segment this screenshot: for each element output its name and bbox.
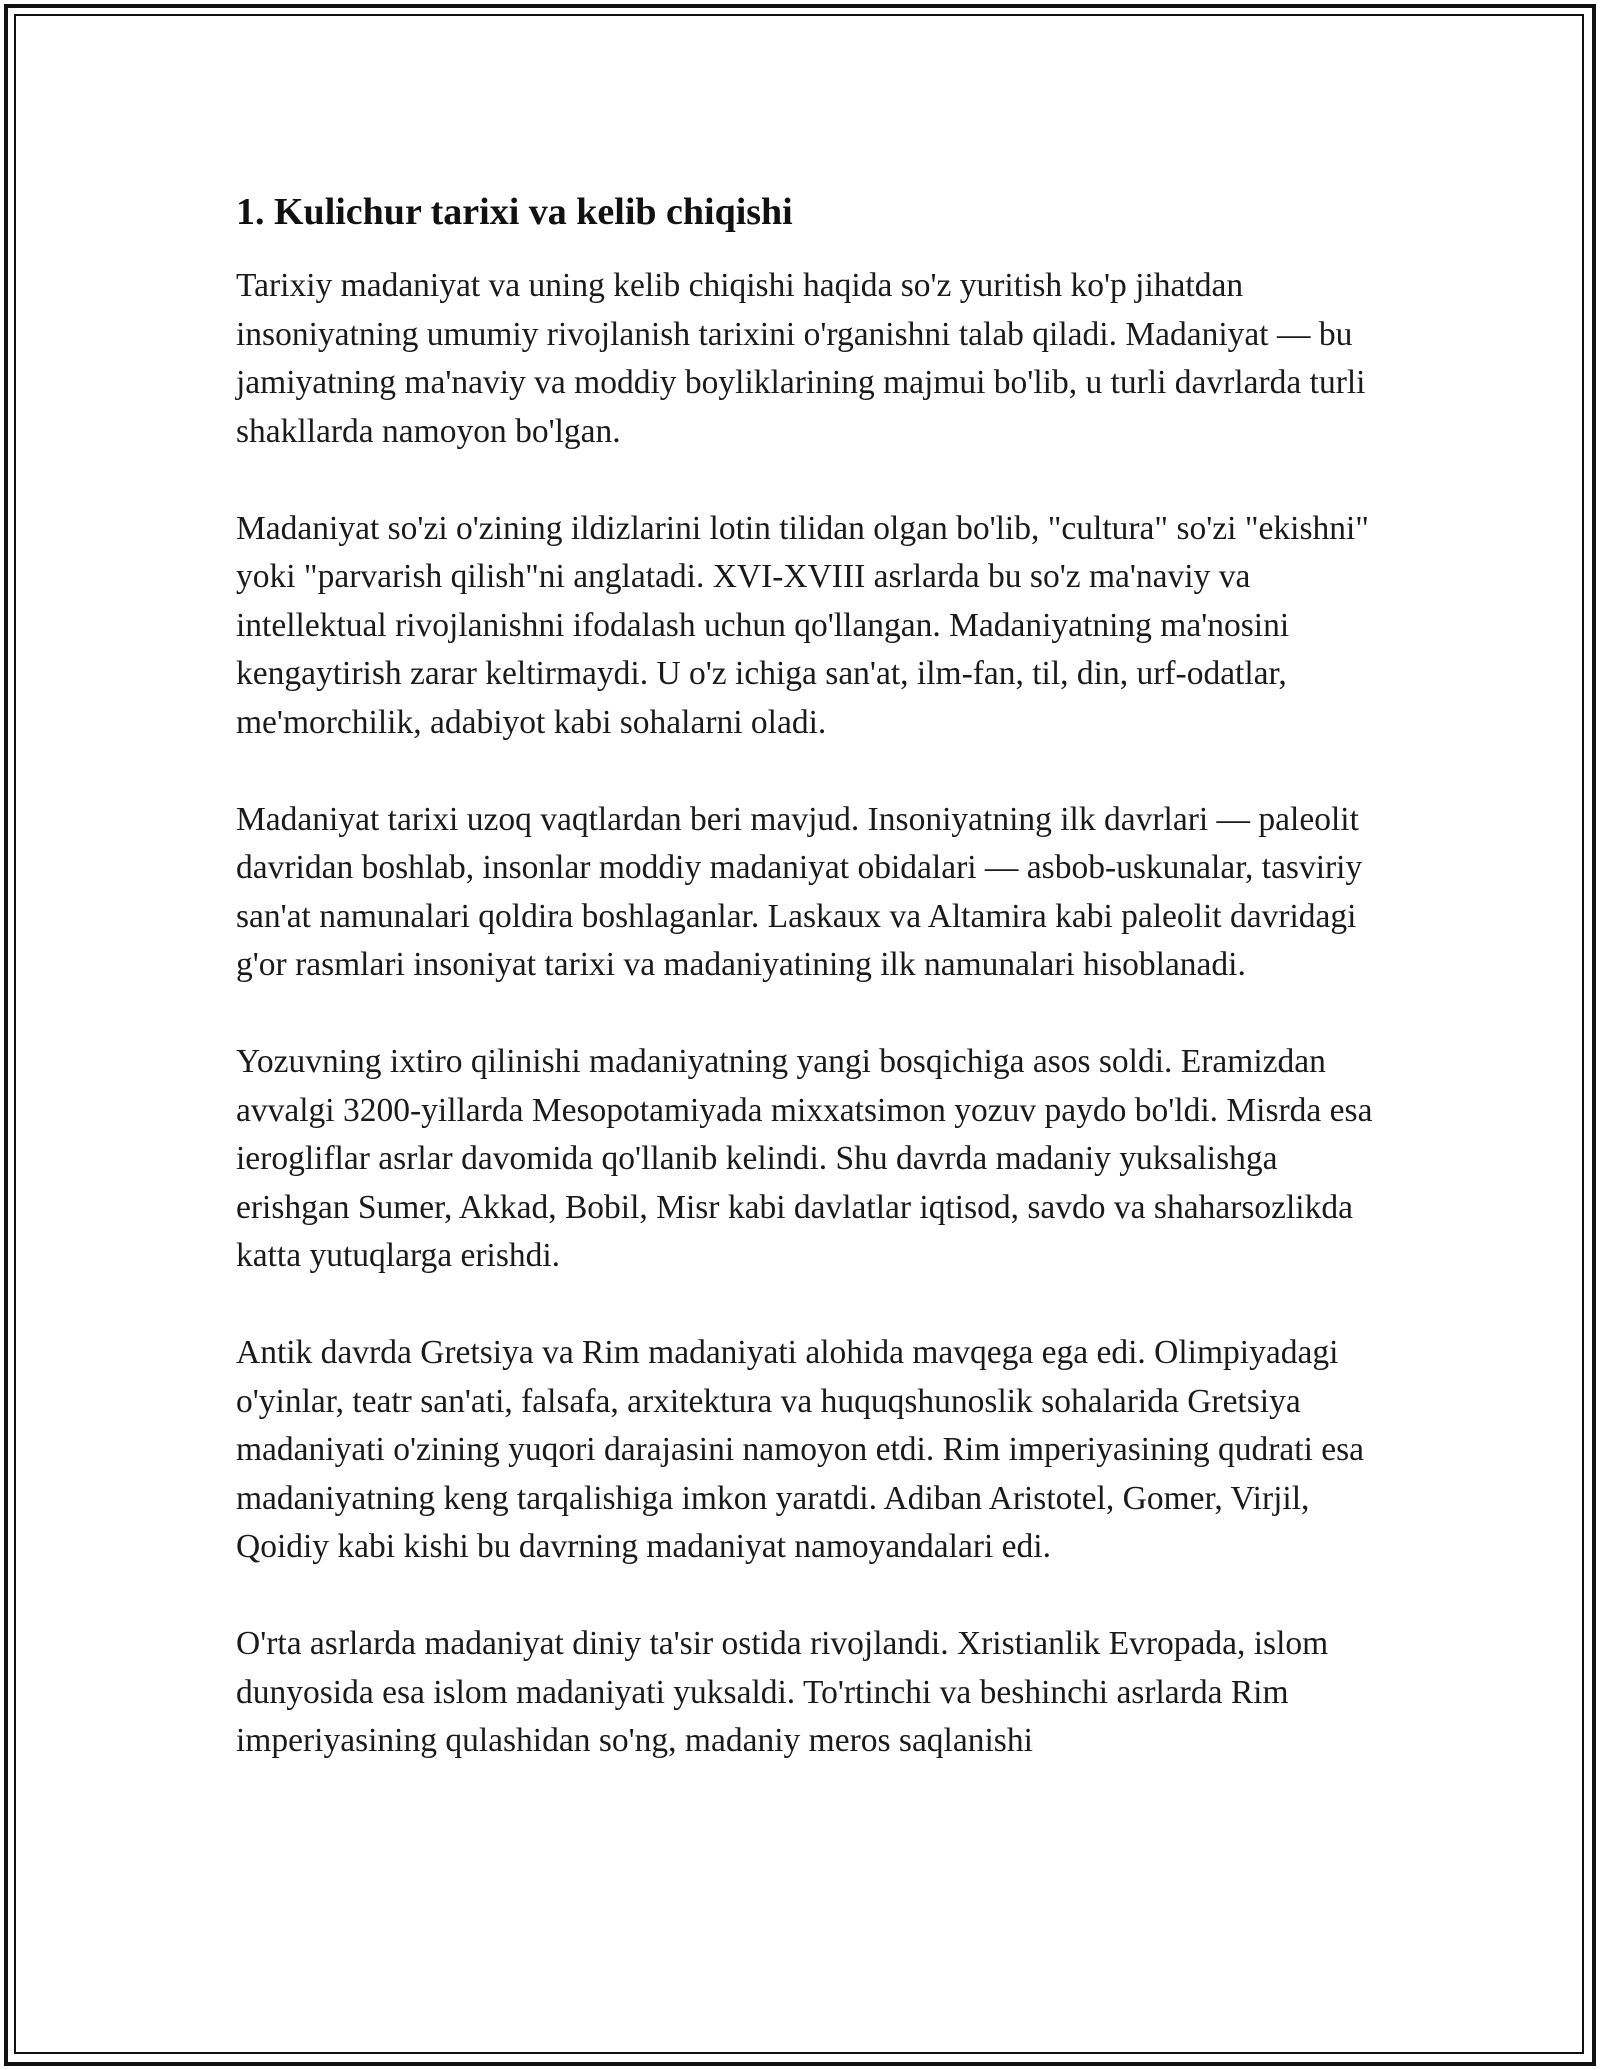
paragraph-3: Madaniyat tarixi uzoq vaqtlardan beri mavjud. Insoniyatning ilk davrlari — paleolit davridan boshlab, insonlar moddiy madaniyat obidalari — asbob-uskunalar, tasviriy san'at namunalari qoldira boshlaganlar. Laskaux va Altamira kabi paleolit davridagi g'or rasmlari insoniyat tarixi va madaniyatining ilk namunalari hisoblanadi. [236,800,1363,983]
paragraph-6: O'rta asrlarda madaniyat diniy ta'sir ostida rivojlandi. Xristianlik Evropada, islom dunyosida esa islom madaniyati yuksaldi. To'rtinchi va beshinchi asrlarda Rim imperiyasining qulashidan so'ng, madaniy meros saqlanishi [236,1625,1329,1759]
section-heading: 1. Kulichur tarixi va kelib chiqishi [236,191,793,233]
document-page [236,188,1386,1766]
paragraph-2: Madaniyat so'zi o'zining ildizlarini lotin tilidan olgan bo'lib, "cultura" so'zi "ekishni" yoki "parvarish qilish"ni anglatadi. XVI-XVIII asrlarda bu so'z ma'naviy va intellektual rivojlanishni ifodalash uchun qo'llangan. Madaniyatning ma'nosini kengaytirish zarar keltirmaydi. U o'z ichiga san'at, ilm-fan, til, din, urf-odatlar, me'morchilik, adabiyot kabi sohalarni oladi. [236,509,1369,741]
paragraph-1: Tarixiy madaniyat va uning kelib chiqishi haqida so'z yuritish ko'p jihatdan insoniyatning umumiy rivojlanish tarixini o'rganishni talab qiladi. Madaniyat — bu jamiyatning ma'naviy va moddiy boyliklarining majmui bo'lib, u turli davrlarda turli shakllarda namoyon bo'lgan. [236,267,1366,450]
paragraph-4: Yozuvning ixtiro qilinishi madaniyatning yangi bosqichiga asos soldi. Eramizdan avvalgi 3200-yillarda Mesopotamiyada mixxatsimon yozuv paydo bo'ldi. Misrda esa ierogliflar asrlar davomida qo'llanib kelindi. Shu davrda madaniy yuksalishga erishgan Sumer, Akkad, Bobil, Misr kabi davlatlar iqtisod, savdo va shaharsozlikda katta yutuqlarga erishdi. [236,1043,1373,1274]
paragraph-5: Antik davrda Gretsiya va Rim madaniyati alohida mavqega ega edi. Olimpiyadagi o'yinlar, teatr san'ati, falsafa, arxitektura va huquqshunoslik sohalarida Gretsiya madaniyati o'zining yuqori darajasini namoyon etdi. Rim imperiyasining qudrati esa madaniyatning keng tarqalishiga imkon yaratdi. Adiban Aristotel, Gomer, Virjil, Qoidiy kabi kishi bu davrning madaniyat namoyandalari edi. [236,1334,1365,1565]
